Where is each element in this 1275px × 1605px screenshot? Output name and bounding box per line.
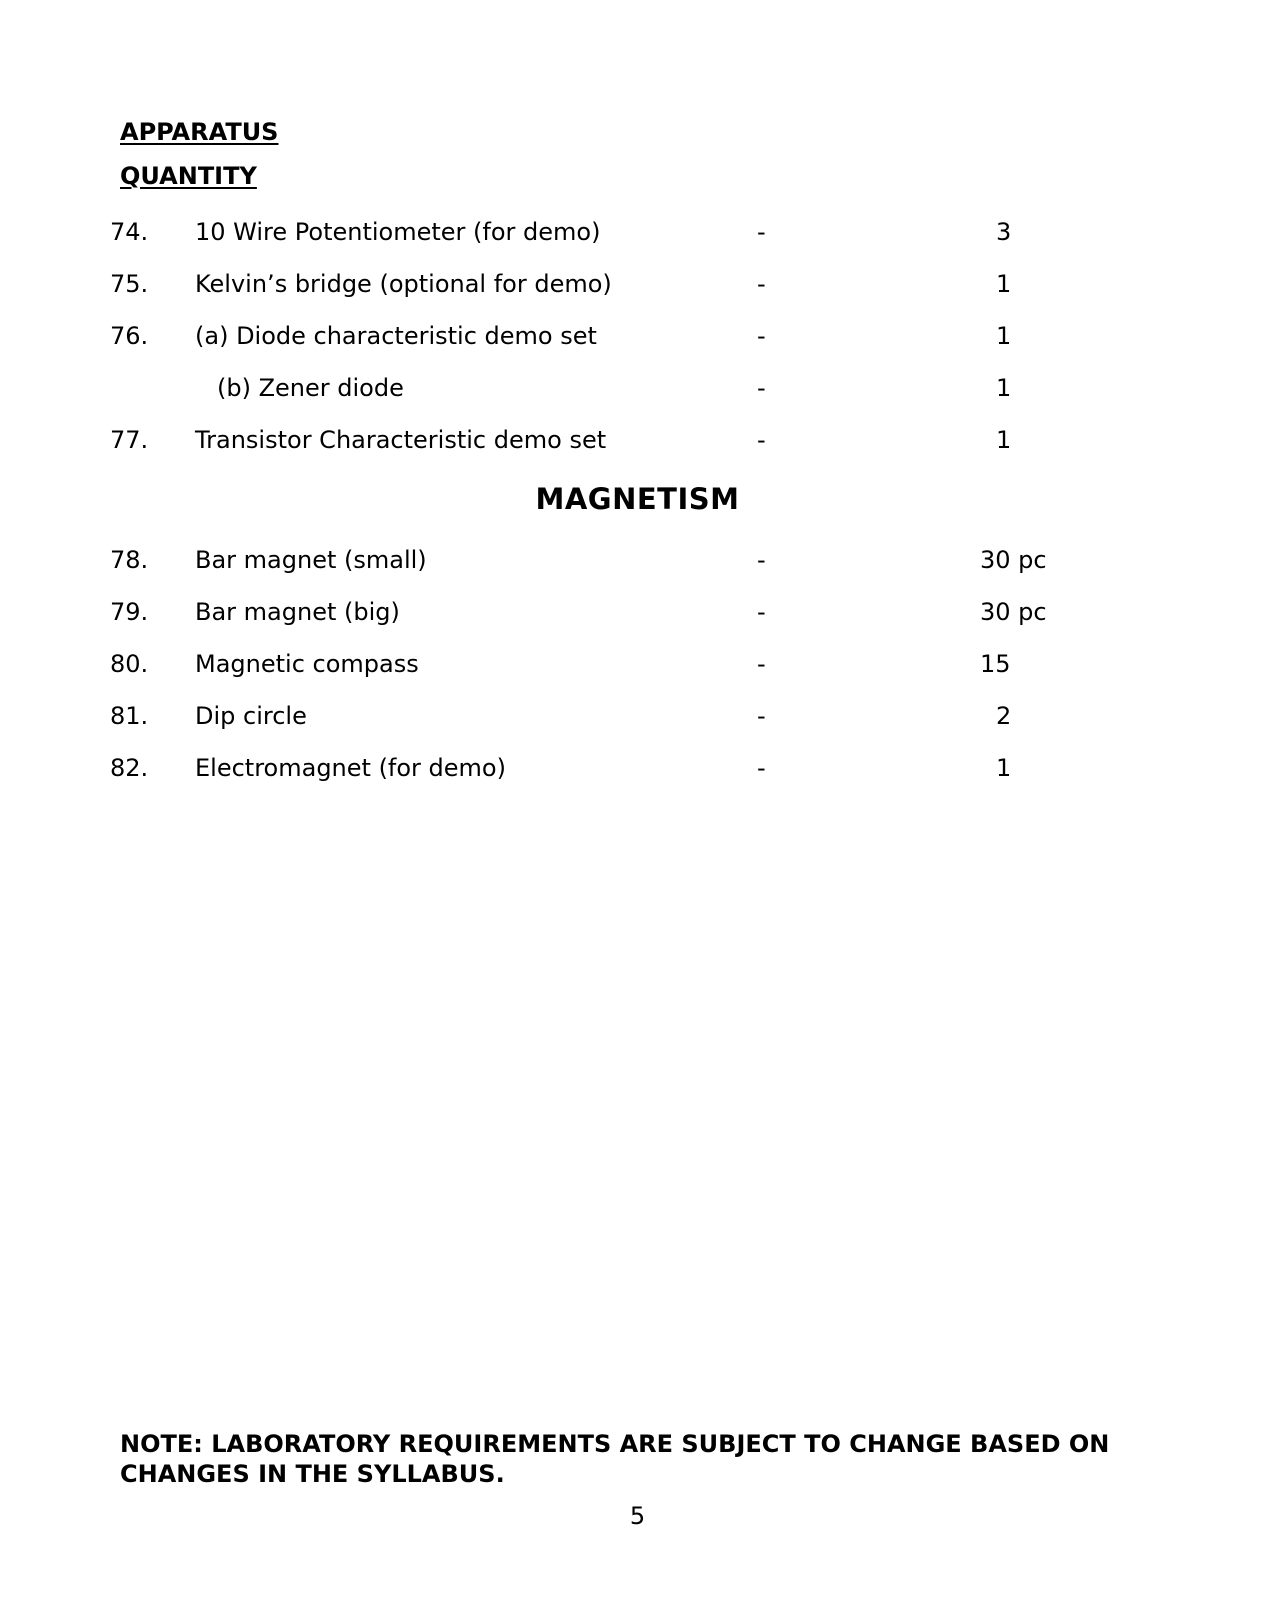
item-quantity: 1: [996, 270, 1012, 298]
item-name: (b) Zener diode: [217, 374, 404, 402]
item-name: (a) Diode characteristic demo set: [195, 322, 597, 350]
list-item: [0, 754, 1275, 788]
item-quantity: 30 pc: [980, 598, 1047, 626]
page-number: 5: [629, 1502, 646, 1530]
list-item: [0, 322, 1275, 356]
item-quantity: 3: [996, 218, 1012, 246]
item-quantity: 1: [996, 754, 1012, 782]
item-number: 79.: [110, 598, 149, 626]
item-separator: -: [757, 218, 766, 246]
list-item: [0, 598, 1275, 632]
item-separator: -: [757, 650, 766, 678]
footer-note: NOTE: LABORATORY REQUIREMENTS ARE SUBJECT TO CHANGE BASED ON CHANGES IN THE SYLLABUS.: [120, 1430, 1110, 1488]
list-item: [0, 426, 1275, 460]
item-separator: -: [757, 426, 766, 454]
item-separator: -: [757, 754, 766, 782]
item-quantity: 2: [996, 702, 1012, 730]
item-name: Transistor Characteristic demo set: [195, 426, 607, 454]
item-quantity: 30 pc: [980, 546, 1047, 574]
list-item: [0, 650, 1275, 684]
item-number: 81.: [110, 702, 149, 730]
list-item: [0, 270, 1275, 304]
item-number: 78.: [110, 546, 149, 574]
item-number: 77.: [110, 426, 149, 454]
item-name: Bar magnet (small): [195, 546, 427, 574]
item-number: 74.: [110, 218, 149, 246]
item-separator: -: [757, 702, 766, 730]
section-title-magnetism: MAGNETISM: [535, 482, 740, 516]
item-name: Magnetic compass: [195, 650, 419, 678]
list-item: [0, 374, 1275, 408]
item-number: 75.: [110, 270, 149, 298]
quantity-heading: QUANTITY: [120, 162, 257, 190]
item-number: 82.: [110, 754, 149, 782]
item-quantity: 1: [996, 426, 1012, 454]
apparatus-heading: APPARATUS: [120, 118, 279, 146]
item-separator: -: [757, 322, 766, 350]
item-name: Dip circle: [195, 702, 307, 730]
list-item: [0, 546, 1275, 580]
list-item: [0, 218, 1275, 252]
item-name: Bar magnet (big): [195, 598, 400, 626]
item-separator: -: [757, 270, 766, 298]
item-name: Kelvin’s bridge (optional for demo): [195, 270, 612, 298]
item-separator: -: [757, 598, 766, 626]
item-quantity: 1: [996, 374, 1012, 402]
item-quantity: 15: [980, 650, 1011, 678]
list-item: [0, 702, 1275, 736]
item-number: 80.: [110, 650, 149, 678]
item-name: 10 Wire Potentiometer (for demo): [195, 218, 601, 246]
item-name: Electromagnet (for demo): [195, 754, 506, 782]
item-quantity: 1: [996, 322, 1012, 350]
item-number: 76.: [110, 322, 149, 350]
item-separator: -: [757, 374, 766, 402]
item-separator: -: [757, 546, 766, 574]
